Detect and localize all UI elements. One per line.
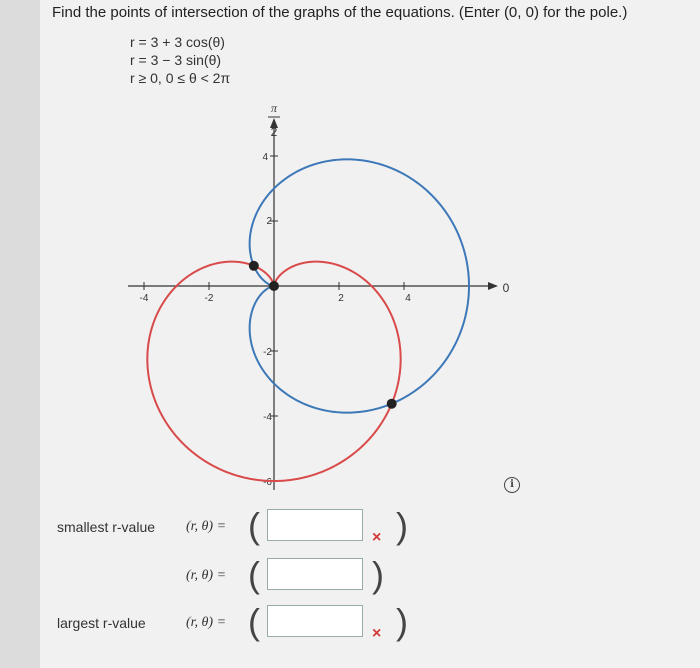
zero-angle-label: 0 [502,281,510,295]
pair-label: (r, θ) = [186,519,227,534]
info-icon[interactable]: i [504,477,520,493]
intersection-point [387,399,397,409]
close-paren: ) [396,505,408,546]
equation-2: r = 3 − 3 sin(θ) [130,52,222,68]
x-tick-label: 4 [405,293,411,304]
row-label-smallest: smallest r-value [57,519,156,535]
y-tick-label: -6 [263,477,272,488]
y-tick-label: 2 [266,216,272,227]
open-paren: ( [248,601,260,642]
equation-1: r = 3 + 3 cos(θ) [130,34,225,50]
intersection-point [249,261,259,271]
pi-over-2-denominator: 2 [270,125,278,139]
x-tick-label: -2 [204,293,214,304]
open-paren: ( [248,554,260,595]
y-tick-label: 4 [262,152,268,163]
equation-constraint: r ≥ 0, 0 ≤ θ < 2π [130,70,231,86]
question-prompt: Find the points of intersection of the graphs of the equations. (Enter (0, 0) for the pole.) [52,4,628,21]
incorrect-icon: × [372,529,382,546]
pair-label: (r, θ) = [186,568,227,583]
incorrect-icon: × [372,625,382,642]
x-tick-label: 2 [338,293,344,304]
answer-input-2[interactable] [267,558,363,590]
pair-label: (r, θ) = [186,615,227,630]
answer-input-1[interactable] [267,509,363,541]
y-tick-label: -4 [263,412,272,423]
y-tick-label: -2 [263,347,272,358]
pi-over-2-numerator: π [270,101,278,115]
x-tick-label: -4 [139,293,149,304]
x-axis-arrow [488,282,498,290]
answer-input-3[interactable] [267,605,363,637]
row-label-largest: largest r-value [57,615,146,631]
close-paren: ) [372,554,384,595]
open-paren: ( [248,505,260,546]
close-paren: ) [396,601,408,642]
intersection-point [269,281,279,291]
